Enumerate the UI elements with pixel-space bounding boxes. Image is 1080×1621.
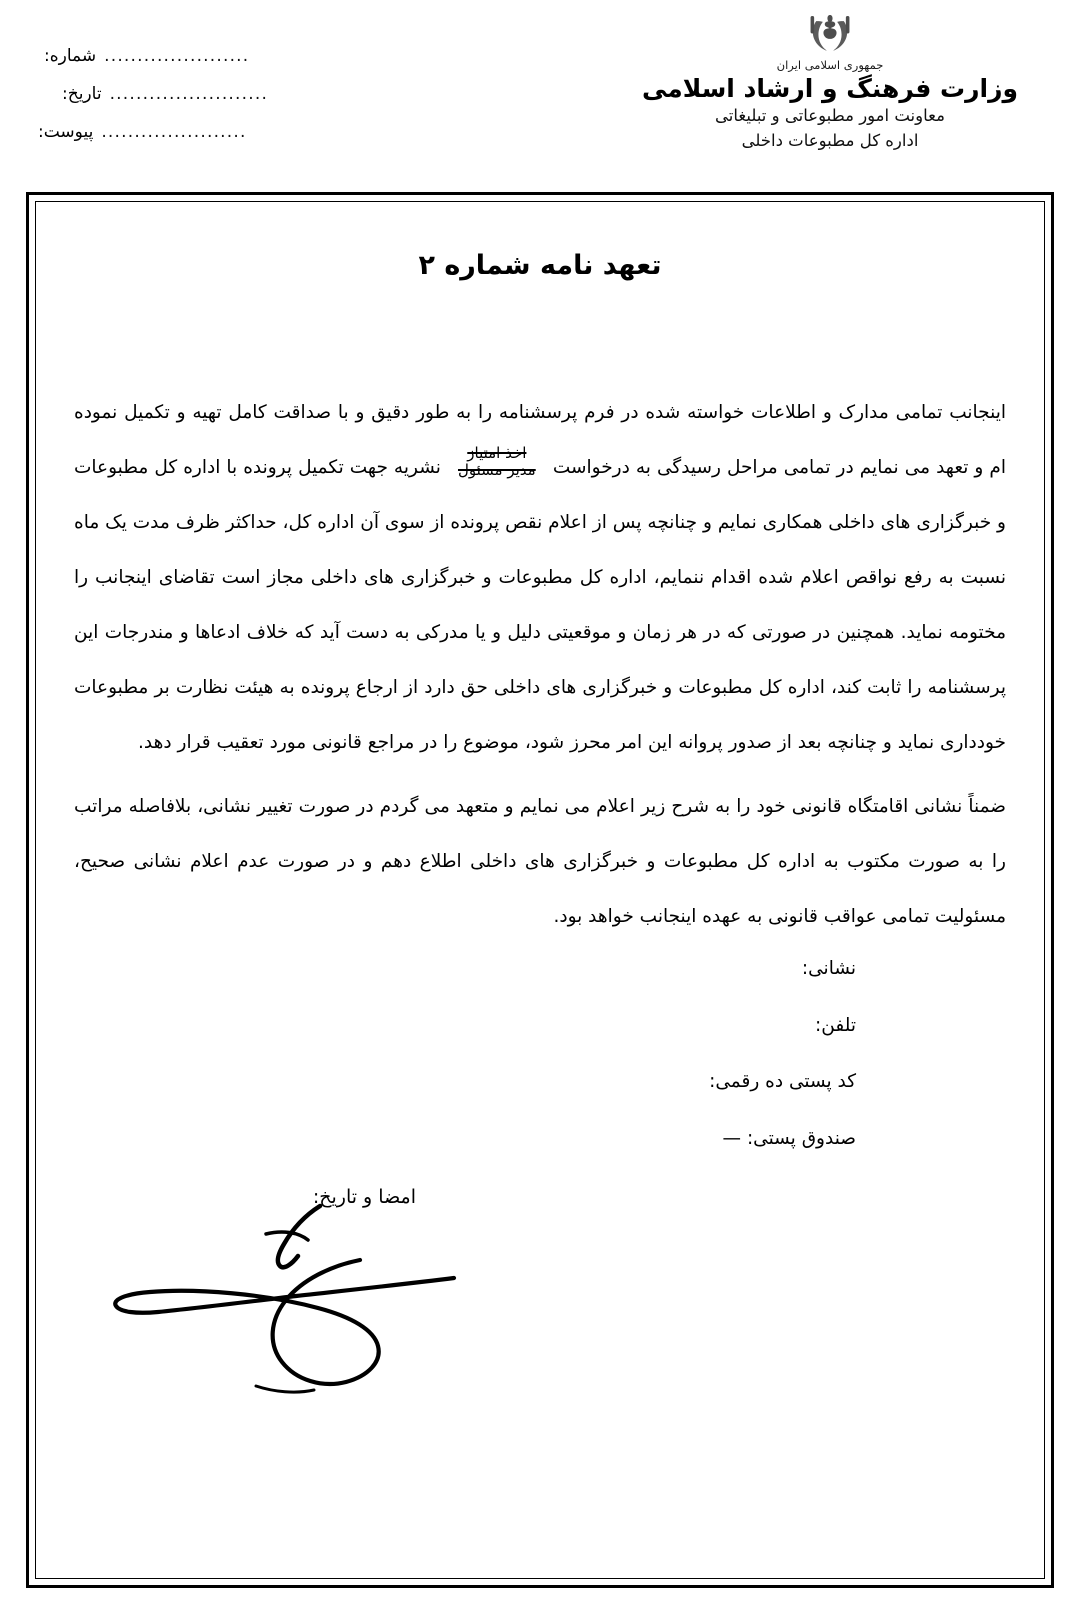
letterhead-meta-fields <box>0 48 360 162</box>
iran-national-emblem-icon <box>804 14 856 58</box>
emblem-caption: جمهوری اسلامی ایران <box>776 58 884 72</box>
deputy-name: معاونت امور مطبوعاتی و تبلیغاتی <box>715 105 945 125</box>
paragraph-spacer <box>74 770 1006 779</box>
meta-row-date <box>18 86 360 103</box>
field-po-box[interactable] <box>74 1127 1006 1149</box>
letterhead <box>0 0 1080 178</box>
meta-row-attachment <box>18 124 360 141</box>
paragraph-one-part-one: اینجانب تمامی مدارک و اطلاعات خواسته شده در فرم پرسشنامه را به طور دقیق و با صداقت کامل تهیه و تکمیل نموده ام و تعهد می نمایم در تمامی مراحل رسیدگی به درخواست <box>74 402 1006 478</box>
document-frame <box>26 192 1054 1588</box>
office-name: اداره کل مطبوعات داخلی <box>741 130 919 150</box>
field-telephone[interactable] <box>74 1014 1006 1036</box>
paragraph-one-part-two: نشریه جهت تکمیل پرونده با اداره کل مطبوعات و خبرگزاری های داخلی همکاری نمایم و چنانچه پس از اعلام نقص پرونده از سوی آن اداره کل، حداکثر ظرف مدت یک ماه نسبت به رفع نواقص اعلام شده اقدام ننمایم، اداره کل مطبوعات و خبرگزاری های داخلی مجاز است تقاضای اینجانب را مختومه نماید. همچنین در صورتی که در هر زمان و موقعیتی دلیل و یا مدرکی به دست آید که خلاف ادعاها و مندرجات این پرسشنامه را ثابت کند، اداره کل مطبوعات و خبرگزاری های داخلی حق دارد از ارجاع پرونده به هیئت نظارت بر مطبوعات خودداری نماید و چنانچه بعد از صدور پروانه این امر محرز شود، موضوع را در مراجع قانونی مورد تعقیب قرار دهد. <box>74 457 1006 753</box>
letterhead-branding <box>620 14 1040 153</box>
field-address[interactable] <box>74 960 1006 979</box>
field-telephone-label: تلفن: <box>815 1014 856 1036</box>
date-dots: ........................ <box>109 84 269 104</box>
struck-text-bottom: مدیر مسئول <box>458 461 536 479</box>
field-po-box-value: — <box>722 1127 742 1149</box>
date-label: تاریخ: <box>62 84 102 104</box>
attachment-dots: ...................... <box>101 122 247 142</box>
document-body <box>35 201 1045 1579</box>
handwritten-signature-icon <box>106 1190 466 1405</box>
field-po-box-label: صندوق پستی: <box>746 1127 856 1149</box>
struck-text-top: اخذ امتیاز <box>467 444 527 462</box>
attachment-label: پیوست: <box>38 122 94 142</box>
number-dots: ...................... <box>104 46 250 66</box>
meta-row-number <box>18 48 360 65</box>
number-label: شماره: <box>44 46 97 66</box>
commitment-text <box>74 385 1006 944</box>
address-fields <box>74 960 1006 1148</box>
field-postal-code[interactable] <box>74 1073 1006 1092</box>
field-address-label: نشانی: <box>801 958 856 979</box>
page-title: تعهد نامه شماره ۲ <box>418 250 662 281</box>
signature-area <box>74 1186 1006 1436</box>
field-postal-code-label: کد پستی ده رقمی: <box>709 1071 856 1092</box>
ministry-name: وزارت فرهنگ و ارشاد اسلامی <box>641 73 1019 103</box>
paragraph-one <box>74 385 1006 770</box>
paragraph-two: ضمناً نشانی اقامتگاه قانونی خود را به شرح زیر اعلام می نمایم و متعهد می گردم در صورت تغییر نشانی، بلافاصله مراتب را به صورت مکتوب به اداره کل مطبوعات و خبرگزاری های داخلی اطلاع دهم و در صورت عدم اعلام نشانی صحیح، مسئولیت تمامی عواقب قانونی به عهده اینجانب خواهد بود. <box>74 796 1006 927</box>
signature-label: امضا و تاریخ: <box>312 1186 416 1208</box>
